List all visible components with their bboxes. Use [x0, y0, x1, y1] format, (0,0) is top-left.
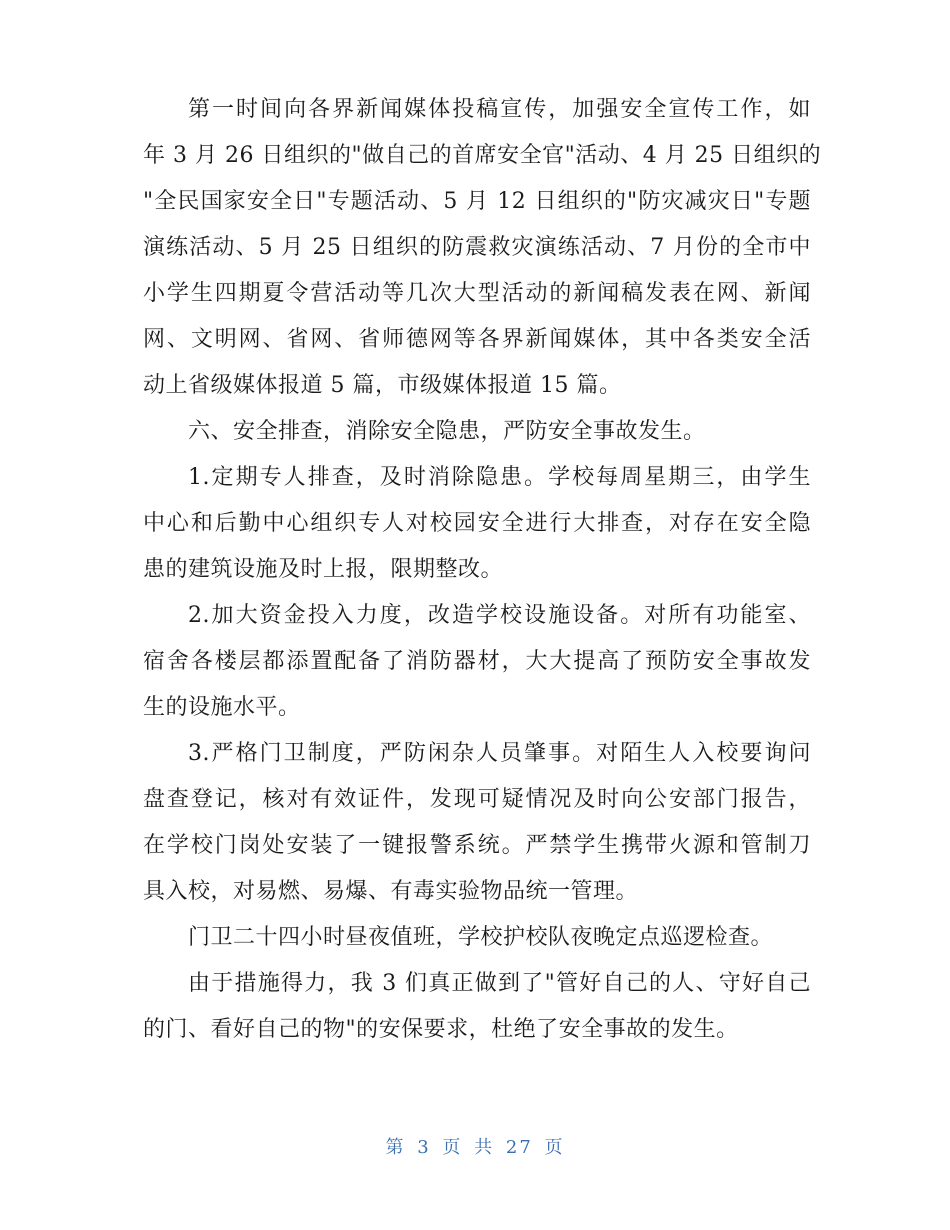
paragraph-line: "全民国家安全日"专题活动、5 月 12 日组织的"防灾减灾日"专题: [143, 189, 811, 214]
paragraph-line: 门卫二十四小时昼夜值班，学校护校队夜晚定点巡逻检查。: [188, 925, 774, 950]
section-heading: 六、安全排查，消除安全隐患，严防安全事故发生。: [188, 419, 706, 444]
body-text: [143, 87, 822, 1053]
paragraph-line: 第一时间向各界新闻媒体投稿宣传，加强安全宣传工作，如: [188, 97, 811, 122]
paragraph-line: 具入校，对易燃、易爆、有毒实验物品统一管理。: [143, 879, 639, 904]
paragraph-line: 网、文明网、省网、省师德网等各界新闻媒体，其中各类安全活: [143, 327, 811, 352]
paragraph-line: 盘查登记，核对有效证件，发现可疑情况及时向公安部门报告，: [143, 787, 811, 812]
paragraph-line: 患的建筑设施及时上报，限期整改。: [143, 557, 504, 582]
paragraph-line: 3.严格门卫制度，严防闲杂人员肇事。对陌生人入校要询问: [188, 741, 811, 766]
paragraph-line: 2.加大资金投入力度，改造学校设施设备。对所有功能室、: [188, 603, 811, 628]
footer-total-label: 共: [474, 1137, 495, 1158]
footer-total-unit: 页: [544, 1137, 565, 1158]
paragraph-line: 的门、看好自己的物"的安保要求，杜绝了安全事故的发生。: [143, 1017, 739, 1042]
footer-current-page: 3: [417, 1137, 431, 1158]
paragraph-line: 1.定期专人排查，及时消除隐患。学校每周星期三，由学生: [188, 465, 811, 490]
paragraph-line: 在学校门岗处安装了一键报警系统。严禁学生携带火源和管制刀: [143, 833, 811, 858]
paragraph-line: 生的设施水平。: [143, 695, 301, 720]
paragraph-line: 由于措施得力，我 3 们真正做到了"管好自己的人、守好自己: [188, 971, 811, 996]
paragraph-line: 小学生四期夏令营活动等几次大型活动的新闻稿发表在网、新闻: [143, 281, 811, 306]
paragraph-line: 宿舍各楼层都添置配备了消防器材，大大提高了预防安全事故发: [143, 649, 811, 674]
footer-page-unit: 页: [442, 1137, 463, 1158]
paragraph-line: 年 3 月 26 日组织的"做自己的首席安全官"活动、4 月 25 日组织的: [143, 143, 822, 168]
paragraph-line: 中心和后勤中心组织专人对校园安全进行大排查，对存在安全隐: [143, 511, 811, 536]
footer-total-pages: 27: [505, 1137, 533, 1158]
paragraph-line: 演练活动、5 月 25 日组织的防震救灾演练活动、7 月份的全市中: [143, 235, 811, 260]
paragraph-line: 动上省级媒体报道 5 篇，市级媒体报道 15 篇。: [143, 373, 622, 398]
page-footer: [0, 1133, 950, 1159]
footer-page-label: 第: [385, 1137, 406, 1158]
